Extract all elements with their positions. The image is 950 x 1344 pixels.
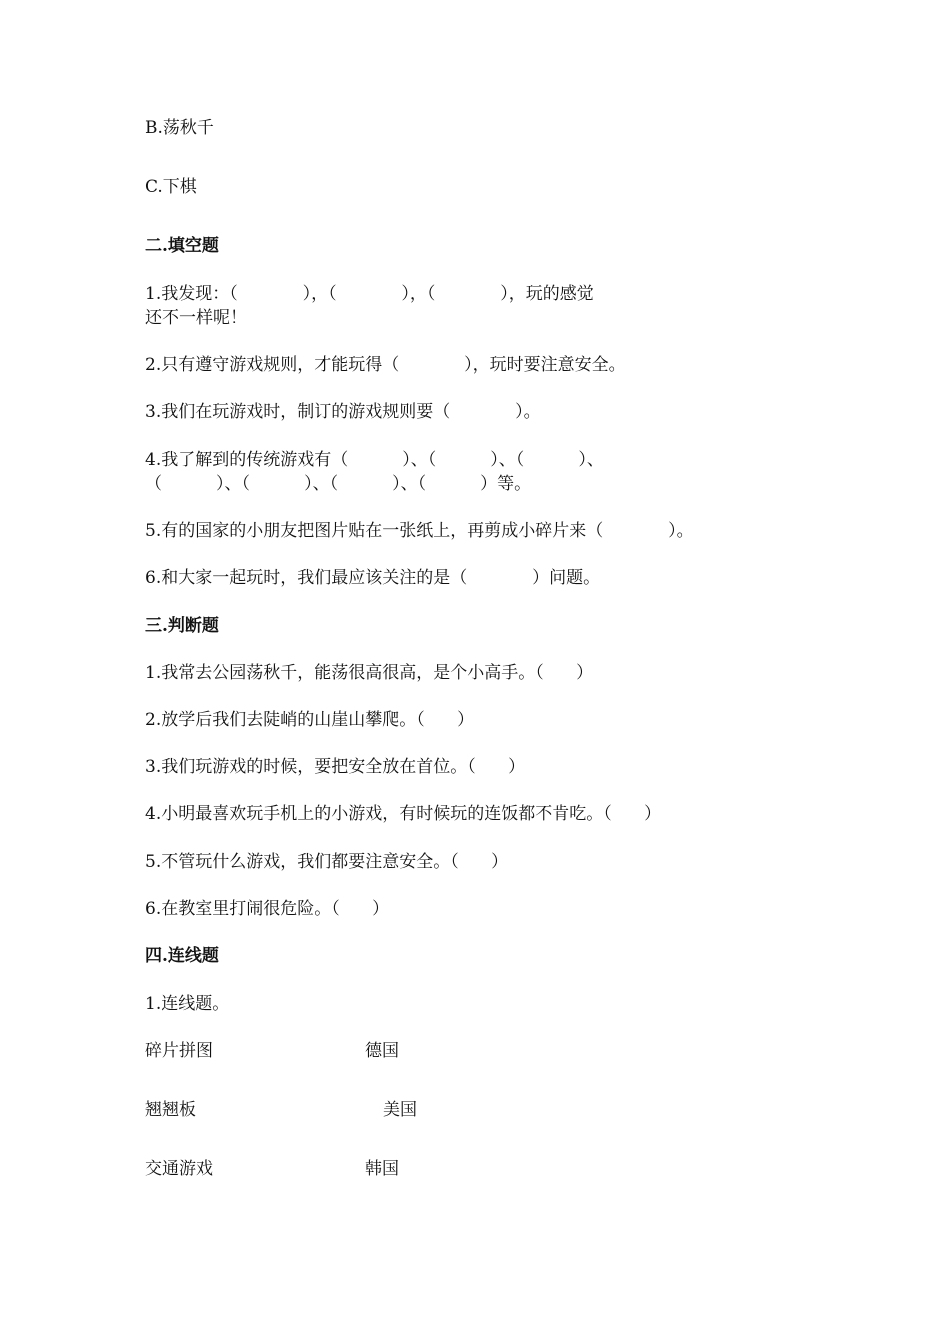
matching-left-item: 碎片拼图 xyxy=(145,1041,213,1061)
matching-right-item: 德国 xyxy=(365,1041,399,1061)
true-false-q6: 6.在教室里打闹很危险。（ ） xyxy=(145,899,390,919)
section-heading-true-false: 三.判断题 xyxy=(145,616,219,636)
true-false-q4: 4.小明最喜欢玩手机上的小游戏，有时候玩的连饭都不肯吃。（ ） xyxy=(145,804,662,824)
true-false-q3: 3.我们玩游戏的时候，要把安全放在首位。（ ） xyxy=(145,757,526,777)
true-false-q5: 5.不管玩什么游戏，我们都要注意安全。（ ） xyxy=(145,852,509,872)
fill-blank-q4-line2: （ ）、（ ）、（ ）、（ ）等。 xyxy=(145,474,532,494)
matching-q1: 1.连线题。 xyxy=(145,994,230,1014)
true-false-q1: 1.我常去公园荡秋千，能荡很高很高，是个小高手。（ ） xyxy=(145,663,594,683)
choice-option-c: C.下棋 xyxy=(145,177,197,197)
matching-right-item: 韩国 xyxy=(365,1159,399,1179)
matching-right-item: 美国 xyxy=(383,1100,417,1120)
fill-blank-q6: 6.和大家一起玩时，我们最应该关注的是（ ）问题。 xyxy=(145,568,601,588)
true-false-q2: 2.放学后我们去陡峭的山崖山攀爬。（ ） xyxy=(145,710,475,730)
fill-blank-q4-line1: 4.我了解到的传统游戏有（ ）、（ ）、（ ）、 xyxy=(145,450,604,470)
section-heading-matching: 四.连线题 xyxy=(145,946,219,966)
matching-left-item: 翘翘板 xyxy=(145,1100,196,1120)
fill-blank-q2: 2.只有遵守游戏规则，才能玩得（ ），玩时要注意安全。 xyxy=(145,355,626,375)
fill-blank-q1-line1: 1.我发现：（ ），（ ），（ ），玩的感觉 xyxy=(145,284,594,304)
choice-option-b: B.荡秋千 xyxy=(145,118,214,138)
fill-blank-q3: 3.我们在玩游戏时，制订的游戏规则要（ ）。 xyxy=(145,402,541,422)
fill-blank-q5: 5.有的国家的小朋友把图片贴在一张纸上，再剪成小碎片来（ ）。 xyxy=(145,521,694,541)
matching-left-item: 交通游戏 xyxy=(145,1159,213,1179)
section-heading-fill-blank: 二.填空题 xyxy=(145,236,219,256)
fill-blank-q1-line2: 还不一样呢！ xyxy=(145,308,247,328)
